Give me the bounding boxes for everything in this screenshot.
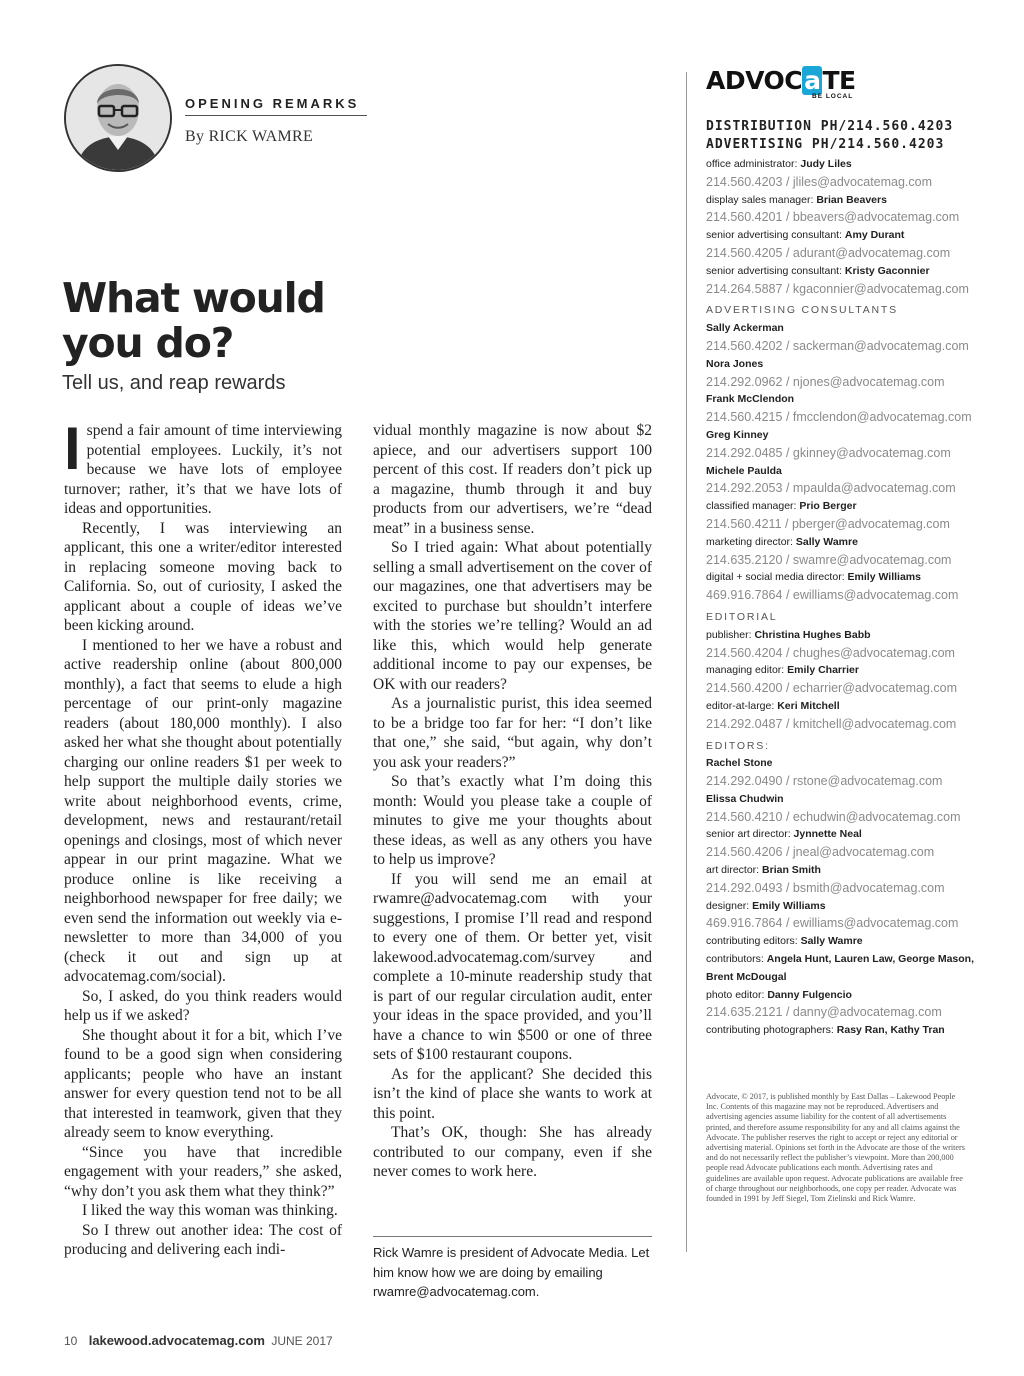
masthead-entry: [706, 1022, 996, 1040]
headline: What would you do?: [62, 274, 325, 367]
staff-name: Nora Jones: [706, 357, 764, 370]
staff-name: Judy Liles: [800, 158, 852, 170]
section-heading: EDITORIAL: [706, 610, 778, 623]
phone-line: ADVERTISING PH/214.560.4203: [706, 136, 945, 152]
section-kicker: OPENING REMARKS: [185, 96, 367, 116]
staff-name: Rachel Stone: [706, 757, 773, 770]
logo-part: ADVOC: [706, 66, 803, 95]
masthead-entry: [706, 534, 996, 552]
sidebar-divider: [686, 72, 687, 1252]
staff-name: Kristy Gaconnier: [844, 264, 930, 277]
staff-contact: 214.635.2120 / swamre@advocatemag.com: [706, 552, 952, 567]
logo-tagline: BE LOCAL: [812, 93, 854, 100]
staff-contact: 214.560.4202 / sackerman@advocatemag.com: [706, 338, 969, 353]
article-paragraph: So that’s exactly what I’m doing this month: Would you please take a couple of minutes to give me your thoughts about these ideas, as well as any others you have to help us improve?: [373, 773, 652, 868]
staff-contact: 214.292.0485 / gkinney@advocatemag.com: [706, 445, 951, 460]
staff-name: Elissa Chudwin: [706, 792, 784, 805]
staff-role: editor-at-large:: [706, 699, 775, 712]
staff-name: Frank McClendon: [706, 393, 795, 406]
author-portrait-drawing: [66, 66, 170, 170]
staff-role: senior advertising consultant:: [706, 264, 842, 277]
staff-name: Sally Wamre: [800, 935, 863, 948]
masthead-entry: [706, 192, 996, 210]
article-column-1: [64, 415, 342, 1260]
publication-disclaimer: Advocate, © 2017, is published monthly by East Dallas – Lakewood People Inc. Contents of this magazine may not be reproduced. Advertisers and advertising agencies assume liability for the content of all advertisements printed, and therefore assume responsibility for any and all claims against the Advocate. The publisher reserves the right to accept or reject any editorial or advertising material. Opinions set forth in the Advocate are those of the writers and do not necessarily reflect the publisher’s viewpoint. More than 200,000 people read Advocate publications each month. Advertising rates and guidelines are available upon request. Advocate publications are available free of charge throughout our neighborhoods, one copy per reader. Advocate was founded in 1991 by Jeff Siegel, Tom Zielinski and Rick Wamre.: [706, 1092, 965, 1204]
staff-name: Brian Smith: [762, 864, 821, 877]
staff-role: classified manager:: [706, 500, 797, 513]
masthead-entry: [706, 987, 996, 1005]
masthead-entry: [706, 933, 996, 951]
staff-name: Prio Berger: [799, 500, 857, 513]
article-paragraph: If you will send me an email at rwamre@advocatemag.com with your suggestions, I promise I’ll read and respond to every one of them. Or better yet, visit lakewood.advocatemag.com/survey and complete a 10-minute readership study that is part of our regular circulation audit, enter your ideas in the space provided, and you’ll have a chance to win $500 or one of three sets of $100 restaurant coupons.: [373, 870, 652, 1063]
staff-role: marketing director:: [706, 535, 793, 548]
masthead-entry: [706, 463, 996, 481]
staff-role: senior art director:: [706, 828, 791, 841]
drop-cap: I: [64, 415, 81, 482]
staff-contact: 214.560.4210 / echudwin@advocatemag.com: [706, 809, 961, 824]
staff-name: Sally Ackerman: [706, 322, 784, 335]
staff-role: publisher:: [706, 628, 752, 641]
staff-contact: 469.916.7864 / ewilliams@advocatemag.com: [706, 916, 959, 931]
article-paragraph: As a journalistic purist, this idea seemed to be a bridge too far for her: “I don’t like that one,” she said, “but again, why don’t you ask your readers?”: [373, 695, 652, 771]
staff-contact: 214.635.2121 / danny@advocatemag.com: [706, 1005, 942, 1020]
masthead-entry: [706, 427, 996, 445]
staff-role: contributors:: [706, 953, 764, 966]
bio-divider: [373, 1236, 652, 1237]
masthead-entry: [706, 156, 996, 174]
masthead-entry: [706, 356, 996, 374]
staff-name: Christina Hughes Babb: [754, 628, 871, 641]
staff-name: Greg Kinney: [706, 428, 769, 441]
staff-name: Brian Beavers: [816, 193, 887, 206]
phone-line: DISTRIBUTION PH/214.560.4203: [706, 119, 954, 134]
staff-contact: 214.560.4200 / echarrier@advocatemag.com: [706, 681, 958, 696]
masthead-entry: [706, 227, 996, 245]
logo-wordmark: [706, 66, 876, 96]
staff-contact: 214.264.5887 / kgaconnier@advocatemag.com: [706, 281, 969, 296]
article-paragraph: So I threw out another idea: The cost of producing and delivering each indi-: [64, 1221, 342, 1258]
staff-role: contributing editors:: [706, 935, 798, 948]
staff-name: Emily Williams: [752, 899, 826, 912]
staff-role: designer:: [706, 899, 750, 912]
staff-contact: 214.560.4211 / pberger@advocatemag.com: [706, 516, 950, 531]
staff-name: Amy Durant: [844, 229, 905, 242]
page-number: 10: [64, 1334, 78, 1348]
staff-role: art director:: [706, 864, 760, 877]
masthead-entry: [706, 263, 996, 281]
article-paragraph: Recently, I was interviewing an applicant, this one a writer/editor interested in replacing someone moving back to California. So, out of curiosity, I asked the applicant about a couple of ideas we’ve been kicking around.: [64, 519, 342, 634]
staff-name: Angela Hunt, Lauren Law, George Mason, Brent McDougal: [706, 953, 975, 983]
article-paragraph: “Since you have that incredible engagement with your readers,” she asked, “why don’t you ask them what they think?”: [64, 1143, 342, 1200]
masthead-entry: [706, 320, 996, 338]
masthead-entry: [706, 826, 996, 844]
staff-contact: 214.292.0490 / rstone@advocatemag.com: [706, 774, 943, 789]
staff-name: Emily Williams: [847, 571, 921, 584]
staff-name: Jynnette Neal: [793, 828, 862, 841]
logo-part: TE: [822, 66, 856, 95]
staff-role: managing editor:: [706, 664, 785, 677]
staff-contact: 214.292.0493 / bsmith@advocatemag.com: [706, 880, 945, 895]
staff-contact: 214.292.2053 / mpaulda@advocatemag.com: [706, 481, 956, 496]
article-paragraph: I liked the way this woman was thinking.: [82, 1202, 338, 1219]
staff-contact: 214.560.4215 / fmcclendon@advocatemag.com: [706, 410, 972, 425]
advocate-logo: [706, 66, 876, 110]
staff-contact: 469.916.7864 / ewilliams@advocatemag.com: [706, 588, 959, 603]
section-heading: EDITORS:: [706, 739, 770, 752]
masthead-entry: [706, 951, 996, 987]
masthead-entry: [706, 862, 996, 880]
staff-name: Michele Paulda: [706, 464, 782, 477]
issue-date: JUNE 2017: [271, 1334, 333, 1348]
staff-contact: 214.292.0962 / njones@advocatemag.com: [706, 374, 945, 389]
masthead-entry: [706, 569, 996, 587]
staff-contact: 214.560.4203 / jliles@advocatemag.com: [706, 174, 933, 189]
byline: By RICK WAMRE: [185, 128, 314, 145]
article-paragraph: So I tried again: What about potentially selling a small advertisement on the cover of our magazines, one that advertisers may be excited to purchase but shouldn’t interfere with the stories we’re telling? Would an ad like this, which would help generate additional income to pay our expenses, be OK with our readers?: [373, 539, 652, 693]
logo-highlight: a: [804, 66, 821, 95]
staff-name: Danny Fulgencio: [767, 988, 852, 1001]
staff-role: senior advertising consultant:: [706, 229, 842, 242]
deck: Tell us, and reap rewards: [62, 372, 286, 394]
staff-name: Sally Wamre: [795, 535, 858, 548]
masthead-entry: [706, 627, 996, 645]
masthead-entry: [706, 498, 996, 516]
staff-role: digital + social media director:: [706, 571, 845, 584]
staff-name: Rasy Ran, Kathy Tran: [836, 1024, 945, 1037]
masthead-entry: [706, 662, 996, 680]
paragraph-text: spend a fair amount of time interviewing potential employees. Luckily, it’s not because we have lots of employee turnover; rather, it’s that we have lots of ideas and opportunities.: [64, 422, 342, 517]
staff-contact: 214.292.0487 / kmitchell@advocatemag.com: [706, 716, 957, 731]
staff-contact: 214.560.4204 / chughes@advocatemag.com: [706, 645, 955, 660]
article-paragraph: So, I asked, do you think readers would help us if we asked?: [64, 987, 342, 1024]
article-column-2: [373, 421, 652, 1182]
staff-name: Emily Charrier: [787, 664, 859, 677]
staff-role: contributing photographers:: [706, 1024, 834, 1037]
article-paragraph: She thought about it for a bit, which I’ve found to be a good sign when considering applicants; people who have an instant answer for every question tend not to be all that interested in teamwork, given that they already seem to know everything.: [64, 1026, 342, 1141]
masthead: [706, 118, 996, 1040]
staff-contact: 214.560.4205 / adurant@advocatemag.com: [706, 245, 951, 260]
staff-role: photo editor:: [706, 988, 765, 1001]
masthead-entry: [706, 755, 996, 773]
staff-role: display sales manager:: [706, 193, 814, 206]
staff-contact: 214.560.4201 / bbeavers@advocatemag.com: [706, 210, 960, 225]
site-url: lakewood.advocatemag.com: [88, 1333, 265, 1348]
article-paragraph: That’s OK, though: She has already contributed to our company, even if she never comes to work here.: [373, 1124, 652, 1180]
masthead-entry: [706, 698, 996, 716]
article-paragraph: I mentioned to her we have a robust and active readership online (about 800,000 monthly), a fact that seems to elude a high percentage of our print-only magazine readers (about 180,000 monthly). I also asked her what she thought about potentially charging our online readers $1 per week to help support the multiple daily stories we write about neighborhood events, crime, development, news and restaurant/retail openings and closings, most of which never appear in our print magazine. What we produce online is like receiving a neighborhood newspaper for free daily; we even send the information out weekly via e-newsletter to more than 34,000 of you (check it out and sign up at advocatemag.com/social).: [64, 636, 342, 985]
masthead-entry: [706, 791, 996, 809]
article-paragraph: As for the applicant? She decided this isn’t the kind of place she wants to work at this point.: [373, 1065, 652, 1122]
staff-name: Keri Mitchell: [777, 699, 840, 712]
masthead-entry: [706, 898, 996, 916]
article-paragraph: [64, 415, 342, 519]
staff-contact: 214.560.4206 / jneal@advocatemag.com: [706, 845, 935, 860]
section-heading: ADVERTISING CONSULTANTS: [706, 304, 898, 317]
staff-role: office administrator:: [706, 158, 798, 170]
author-portrait: [64, 64, 172, 172]
author-bio: Rick Wamre is president of Advocate Media. Let him know how we are doing by emailing rwamre@advocatemag.com.: [373, 1245, 650, 1299]
masthead-entry: [706, 391, 996, 409]
article-paragraph: vidual monthly magazine is now about $2 apiece, and our advertisers support 100 percent of this cost. If readers don’t pick up a magazine, thumb through it and buy products from our advertisers, we’re “dead meat” in a business sense.: [373, 422, 652, 537]
page-footer: [64, 1333, 333, 1348]
